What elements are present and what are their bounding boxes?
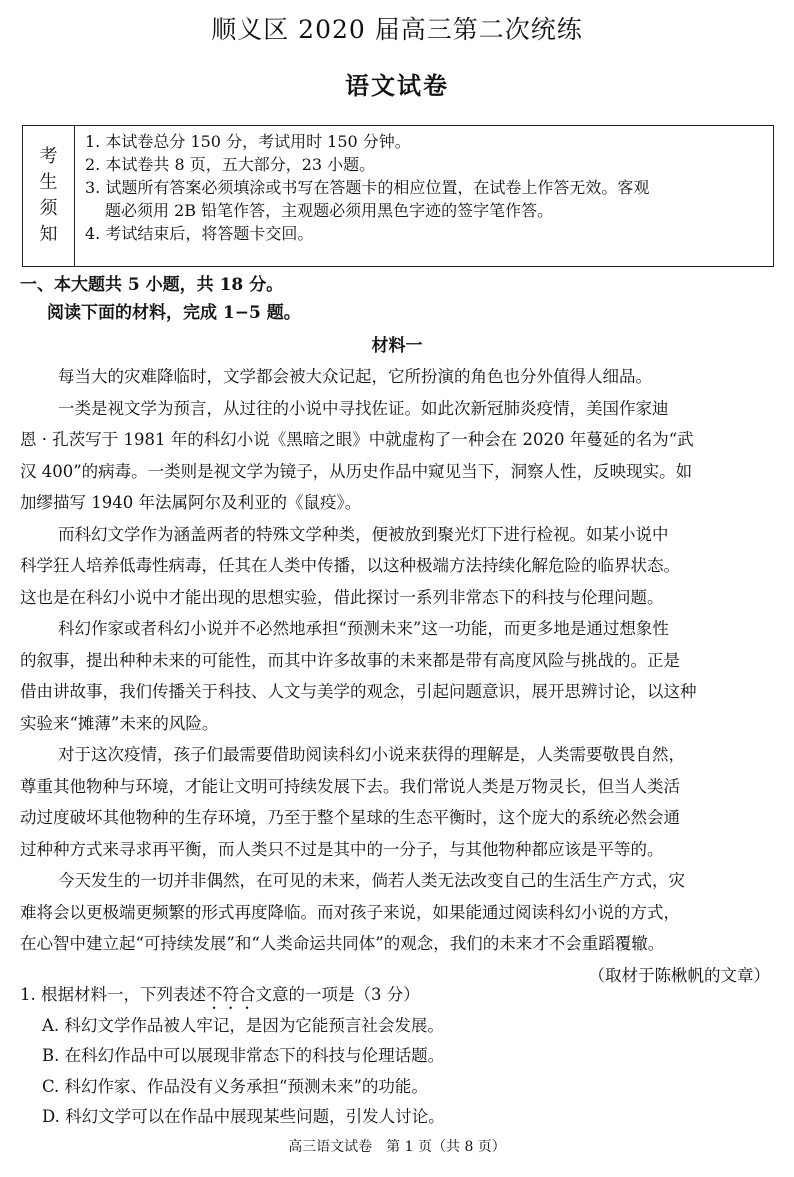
material-line: 过种种方式来寻求再平衡，而人类只不过是其中的一分子，与其他物种都应该是平等的。 xyxy=(20,839,664,859)
material-line: 每当大的灾难降临时，文学都会被大众记起，它所扮演的角色也分外值得人细品。 xyxy=(58,367,652,386)
material-text xyxy=(20,361,776,991)
question-stem-prefix: 1. 根据材料一，下列表述 xyxy=(20,985,206,1004)
question-stem xyxy=(20,980,776,1011)
material-line: 加缪描写 1940 年法属阿尔及利亚的《鼠疫》。 xyxy=(20,493,362,512)
material-line: 这也是在科幻小说中才能出现的思想实验，借此探讨一系列非常态下的科技与伦理问题。 xyxy=(20,587,664,607)
material-line: 对于这次疫情，孩子们最需要借助阅读科幻小说来获得的理解是，人类需要敬畏自然， xyxy=(58,745,685,764)
material-line: 借由讲故事，我们传播关于科技、人文与美学的观念，引起问题意识，展开思辨讨论，以这种 xyxy=(20,682,697,701)
material-line: 难将会以更极端更频繁的形式再度降临。而对孩子来说，如果能通过阅读科幻小说的方式， xyxy=(20,902,680,922)
material-line: 今天发生的一切并非偶然，在可见的未来，倘若人类无法改变自己的生活生产方式，灾 xyxy=(58,871,685,890)
question-option-a: A. 科幻文学作品被人牢记，是因为它能预言社会发展。 xyxy=(42,1015,444,1035)
candidate-notice-box xyxy=(22,125,774,267)
question-option-c: C. 科幻作家、作品没有义务承担“预测未来”的功能。 xyxy=(42,1076,428,1096)
notice-item: 题必须用 2B 铅笔作答，主观题必须用黑色字迹的签字笔作答。 xyxy=(105,201,554,220)
material-line: 汉 400”的病毒。一类则是视文学为镜子，从历史作品中窥见当下，洞察人性，反映现实。如 xyxy=(20,461,693,481)
material-line: 恩 · 孔茨写于 1981 年的科幻小说《黑暗之眼》中就虚构了一种会在 2020 年蔓延的名为“武 xyxy=(20,430,694,449)
notice-label-char: 考 xyxy=(39,146,58,167)
material-line: 科幻作家或者科幻小说并不必然地承担“预测未来”这一功能，而更多地是通过想象性 xyxy=(58,619,669,638)
notice-label-char: 须 xyxy=(39,198,58,219)
notice-items xyxy=(75,126,773,266)
material-line: 而科幻文学作为涵盖两者的特殊文学种类，便被放到聚光灯下进行检视。如某小说中 xyxy=(58,524,669,544)
exam-title: 顺义区 2020 届高三第二次统练 xyxy=(211,15,583,44)
material-line: 动过度破坏其他物种的生存环境，乃至于整个星球的生态平衡时，这个庞大的系统必然会通 xyxy=(20,808,680,827)
question-1 xyxy=(20,980,776,1133)
material-line: 尊重其他物种与环境，才能让文明可持续发展下去。我们常说人类是万物灵长，但当人类活 xyxy=(20,776,680,796)
question-option-d: D. 科幻文学可以在作品中展现某些问题，引发人讨论。 xyxy=(42,1107,445,1126)
material-source: （取材于陈楸帆的文章） xyxy=(588,965,770,985)
notice-label-char: 知 xyxy=(39,224,58,245)
material-line: 在心智中建立起“可持续发展”和“人类命运共同体”的观念，我们的未来才不会重蹈覆辙。 xyxy=(20,934,665,953)
notice-label xyxy=(23,126,75,266)
question-option-b: B. 在科幻作品中可以展现非常态下的科技与伦理话题。 xyxy=(42,1046,445,1065)
material-title: 材料一 xyxy=(371,336,423,356)
material-line: 一类是视文学为预言，从过往的小说中寻找佐证。如此次新冠肺炎疫情，美国作家迪 xyxy=(58,398,669,418)
notice-item: 4. 考试结束后，将答题卡交回。 xyxy=(85,224,314,243)
page-footer: 高三语文试卷 第 1 页（共 8 页） xyxy=(288,1139,506,1155)
notice-item: 1. 本试卷总分 150 分，考试用时 150 分钟。 xyxy=(85,132,411,151)
notice-item: 3. 试题所有答案必须填涂或书写在答题卡的相应位置，在试卷上作答无效。客观 xyxy=(85,178,650,197)
section-instruction: 阅读下面的材料，完成 1−5 题。 xyxy=(47,303,301,323)
exam-subject: 语文试卷 xyxy=(345,71,449,100)
material-line: 的叙事，提出种种未来的可能性，而其中许多故事的未来都是带有高度风险与挑战的。正是 xyxy=(20,650,680,670)
material-line: 实验来“摊薄”未来的风险。 xyxy=(20,713,219,733)
notice-item: 2. 本试卷共 8 页，五大部分，23 小题。 xyxy=(85,155,376,174)
question-stem-suffix: 文意的一项是（3 分） xyxy=(255,985,420,1004)
material-line: 科学狂人培养低毒性病毒，任其在人类中传播，以这种极端方法持续化解危险的临界状态。 xyxy=(20,556,680,575)
section-heading: 一、本大题共 5 小题，共 18 分。 xyxy=(20,275,284,295)
question-stem-emphasis: 不符合 xyxy=(206,985,256,1004)
notice-label-char: 生 xyxy=(39,172,58,193)
